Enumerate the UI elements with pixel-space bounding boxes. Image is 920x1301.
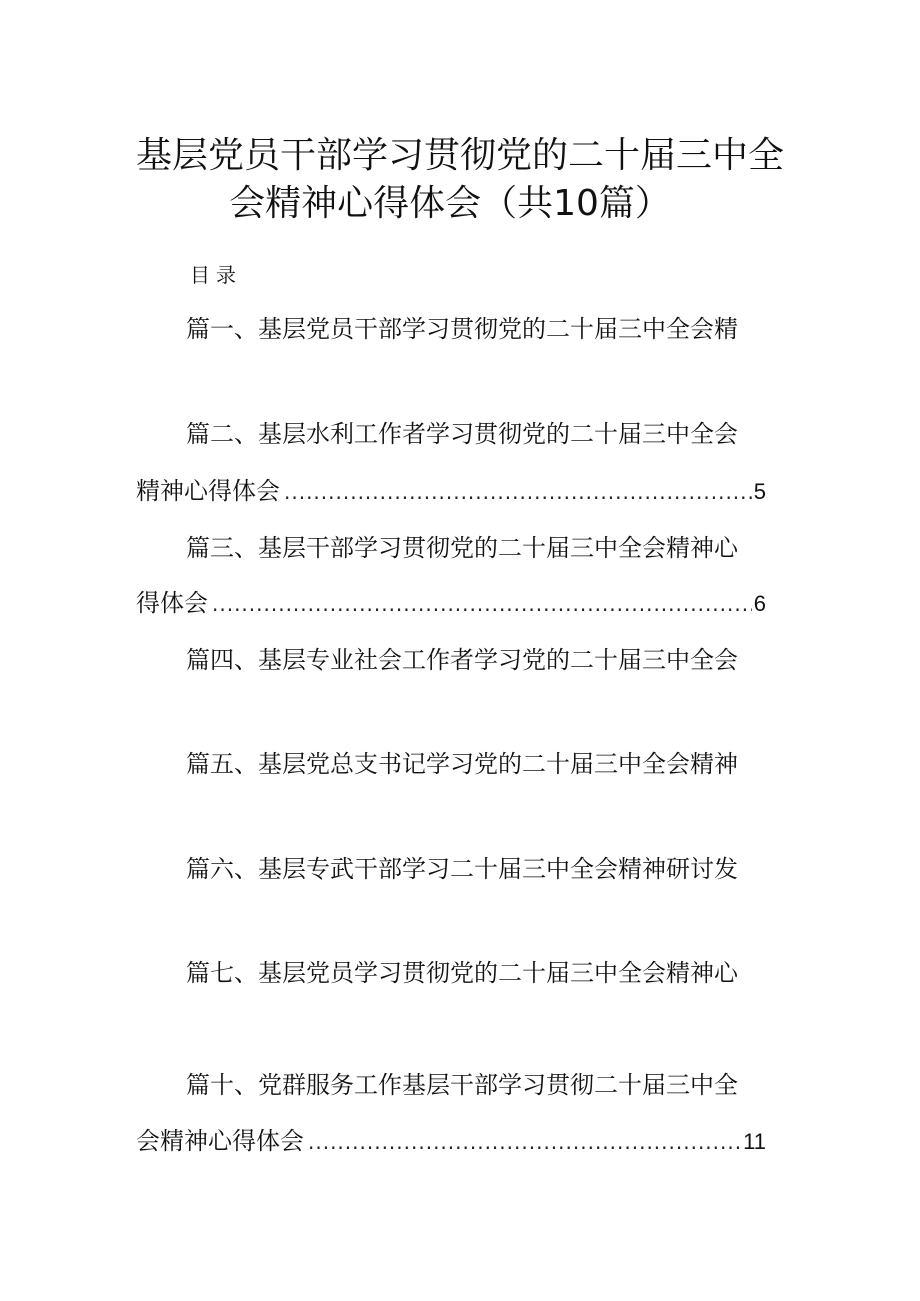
toc-entry-3-continuation[interactable] <box>136 587 766 620</box>
toc-entry-10-page-number: 11 <box>743 1129 766 1154</box>
toc-heading: 目录 <box>190 263 242 287</box>
toc-entry-7[interactable]: 篇七、基层党员学习贯彻党的二十届三中全会精神心 <box>186 959 738 987</box>
toc-entry-3[interactable]: 篇三、基层干部学习贯彻党的二十届三中全会精神心 <box>186 534 738 562</box>
toc-entry-10-continuation[interactable] <box>136 1125 766 1158</box>
toc-entry-6[interactable]: 篇六、基层专武干部学习二十届三中全会精神研讨发 <box>186 855 738 883</box>
toc-entry-3-page-number: 6 <box>753 591 766 616</box>
toc-entry-2[interactable]: 篇二、基层水利工作者学习贯彻党的二十届三中全会 <box>186 420 738 448</box>
toc-entry-2-continuation[interactable] <box>136 475 766 508</box>
toc-entry-3-text: 得体会 <box>136 589 208 617</box>
toc-entry-10-text: 会精神心得体会 <box>136 1127 304 1155</box>
dot-leader <box>284 476 752 508</box>
toc-entry-5[interactable]: 篇五、基层党总支书记学习党的二十届三中全会精神 <box>186 750 738 778</box>
toc-entry-10[interactable]: 篇十、党群服务工作基层干部学习贯彻二十届三中全 <box>186 1071 738 1099</box>
toc-entry-4[interactable]: 篇四、基层专业社会工作者学习党的二十届三中全会 <box>186 646 738 674</box>
toc-entry-2-page-number: 5 <box>753 479 766 504</box>
document-title-line-1: 基层党员干部学习贯彻党的二十届三中全 <box>135 135 784 176</box>
document-title-line-2: 会精神心得体会（共10篇） <box>229 183 671 224</box>
dot-leader <box>308 1126 741 1158</box>
toc-entry-2-text: 精神心得体会 <box>136 477 280 505</box>
toc-entry-1[interactable]: 篇一、基层党员干部学习贯彻党的二十届三中全会精 <box>186 315 738 343</box>
dot-leader <box>212 588 752 620</box>
